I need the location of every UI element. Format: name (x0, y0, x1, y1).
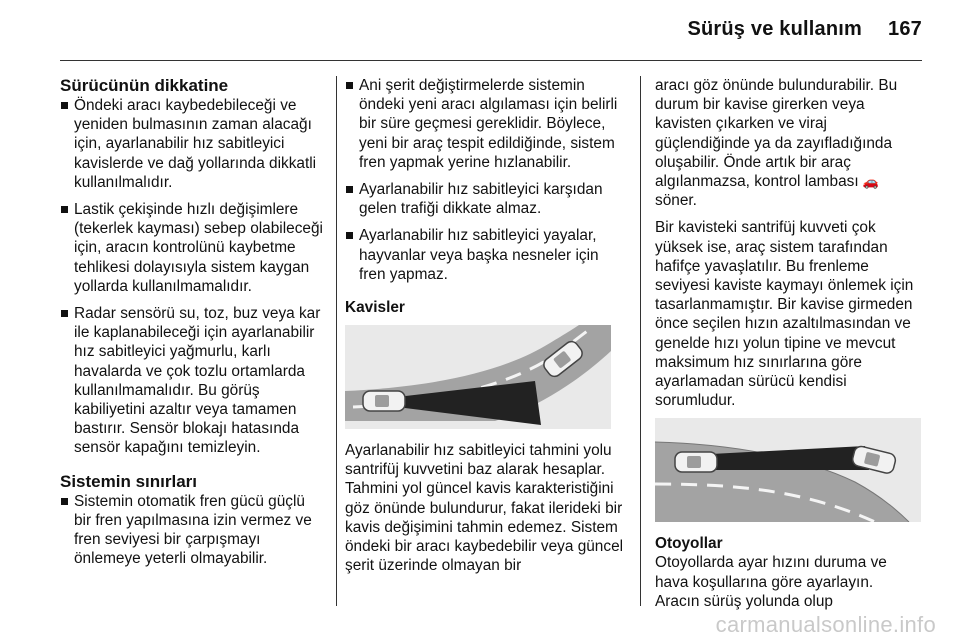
watermark: carmanualsonline.info (715, 612, 936, 637)
control-lamp-car-icon: 🚗 (862, 174, 880, 190)
heading-system-limits: Sistemin sınırları (60, 471, 197, 491)
header-rule (60, 60, 922, 61)
column-3 (655, 76, 921, 619)
section-title: Sürüş ve kullanım (687, 18, 863, 40)
bullet-list-system-limits (60, 492, 324, 569)
column-2 (345, 76, 625, 583)
heading-curves: Kavisler (345, 299, 405, 317)
highway-curve-illustration (655, 418, 921, 522)
heading-driver-attention: Sürücünün dikkatine (60, 76, 229, 95)
column-divider (336, 76, 337, 606)
bullet-list-driver-attention (60, 96, 324, 458)
heading-highways: Otoyollar (655, 535, 723, 553)
page-number: 167 (888, 18, 922, 40)
page-header (687, 18, 922, 41)
car-icon (675, 452, 717, 472)
curves-paragraph: Ayarlanabilir hız sabitleyici tahmini yolu santrifüj kuvvetini baz alarak hesaplar. Tahmini yol güncel kavis karakteristiğini göz önünde bulundurur, fakat ilerideki bir kavis değişimini tahmin edemez. Sistem öndeki bir aracı kaybedebilir veya güncel şerit üzerinde olmayan bir (345, 442, 624, 575)
list-item: Ani şerit değiştirmelerde sistemin öndeki yeni aracı algılaması için belirli bir süre geçmesi gereklidir. Böylece, yeni bir araç tespit edildiğinde, sistem fren yapmak yerine hızlanabilir. (345, 76, 625, 172)
highways-paragraph: Otoyollarda ayar hızını duruma ve hava koşullarına göre ayarlayın. Aracın sürüş yolunda olup (655, 554, 887, 610)
list-item: Ayarlanabilir hız sabitleyici karşıdan gelen trafiği dikkate almaz. (345, 180, 625, 218)
list-item: Sistemin otomatik fren gücü güçlü bir fren yapılmasına izin vermez ve fren seviyesi bir çarpışmayı önlemeye yeterli olmayabilir. (60, 492, 324, 569)
column-1 (60, 76, 324, 576)
curves-paragraph-continued: aracı göz önünde bulundurabilir. Bu durum bir kavise girerken veya kavisten çıkarken ve viraj güçlendiğinde ya da zayıfladığında oluşabilir. Önde artık bir araç algılanmazsa, kontrol lambası 🚗 söner. (655, 77, 898, 210)
centrifugal-force-paragraph: Bir kavisteki santrifüj kuvveti çok yüksek ise, araç sistem tarafından hafifçe yavaşlatılır. Bu frenleme seviyesi kaviste kaymayı önlemek için tasarlanmamıştır. Bir kavise girmeden önce seçilen hızın azaltılmasından ve genelde hızı yolun tipine ve mevcut maksimum hız sınırlarına göre ayarlamadan sürücü kendisi sorumludur. (655, 219, 914, 410)
list-item: Öndeki aracı kaybedebileceği ve yeniden bulmasının zaman alacağı için, ayarlanabilir hız sabitleyici kavislerde ve dağ yollarında dikkatli kullanılmalıdır. (60, 96, 324, 192)
list-item: Lastik çekişinde hızlı değişimlere (tekerlek kayması) sebep olabileceği için, aracın kontrolünü kaybetme tehlikesi dolayısıyla sistem kaygan yollarda kullanılmamalıdır. (60, 200, 324, 296)
bullet-list-limits-continued (345, 76, 625, 284)
car-icon (363, 391, 405, 411)
column-divider (640, 76, 641, 606)
list-item: Ayarlanabilir hız sabitleyici yayalar, hayvanlar veya başka nesneler için fren yapmaz. (345, 226, 625, 284)
curve-illustration (345, 325, 611, 429)
list-item: Radar sensörü su, toz, buz veya kar ile kaplanabileceği için ayarlanabilir hız sabitleyici yağmurlu, karlı havalarda ve çok tozlu ortamlarda kullanılmamalıdır. Bu görüş kabiliyetini azaltır veya tamamen bastırır. Sensör blokajı hatasında sensör kapağını temizleyin. (60, 304, 324, 458)
